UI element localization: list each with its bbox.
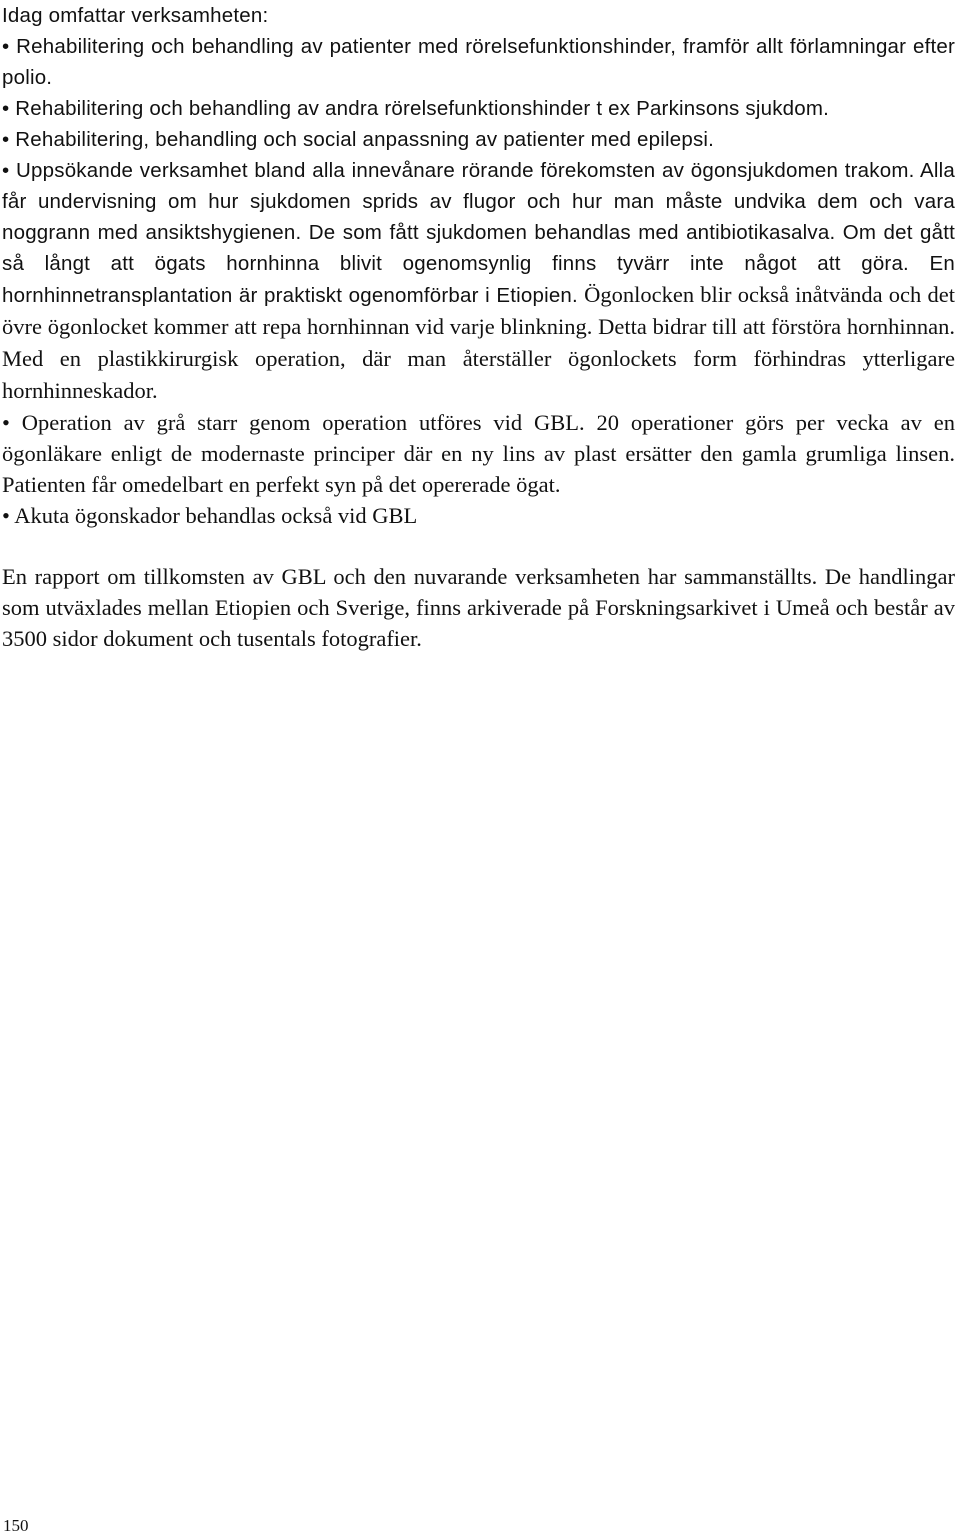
document-body	[2, 0, 955, 654]
list-item-eye-injuries: • Akuta ögonskador behandlas också vid GBL	[2, 503, 418, 528]
closing-paragraph: En rapport om tillkomsten av GBL och den nuvarande verksamheten har sammanställts. De handlingar som utväxlades mellan Etiopien och Sverige, finns arkiverade på Forskningsarkivet i Umeå och består av 3500 sidor dokument och tusentals fotografier.	[2, 564, 955, 651]
list-item-polio: • Rehabilitering och behandling av patienter med rörelsefunktionshinder, framför allt förlamningar efter polio.	[2, 35, 955, 89]
list-item-trachoma	[2, 155, 955, 407]
paragraph-gap	[2, 531, 955, 561]
intro-line: Idag omfattar verksamheten:	[2, 4, 269, 27]
trachoma-text-part-1: • Uppsökande verksamhet bland alla innevånare rörande förekomsten av ögonsjukdomen trakom. Alla får undervisning om hur sjukdomen sprids av flugor och hur man måste undvika dem och vara noggrann med ansiktshygienen. De som fått sjukdomen behandlas med antibiotikasalva. Om det gått så långt att ögats hornhinna blivit ogenomsynlig finns tyvärr inte något att göra. En hornhinnetransplantation är praktiskt ogenomförbar i Etiopien.	[2, 159, 955, 307]
list-item-epilepsy: • Rehabilitering, behandling och social anpassning av patienter med epilepsi.	[2, 128, 715, 151]
list-item-cataract: • Operation av grå starr genom operation utföres vid GBL. 20 operationer görs per vecka av en ögonläkare enligt de modernaste principer där en ny lins av plast ersätter den gamla grumliga linsen. Patienten får omedelbart en perfekt syn på det opererade ögat.	[2, 410, 955, 497]
page-number: 150	[3, 1516, 29, 1535]
trachoma-text-part-2: Ögonlocken blir också inåtvända och det övre ögonlocket kommer att repa hornhinnan vid varje blinkning. Detta bidrar till att förstöra hornhinnan. Med en plastikkirurgisk operation, där man återställer ögonlockets form förhindras ytterligare hornhinneskador.	[2, 282, 955, 403]
list-item-parkinsons: • Rehabilitering och behandling av andra rörelsefunktionshinder t ex Parkinsons sjukdom.	[2, 97, 830, 120]
